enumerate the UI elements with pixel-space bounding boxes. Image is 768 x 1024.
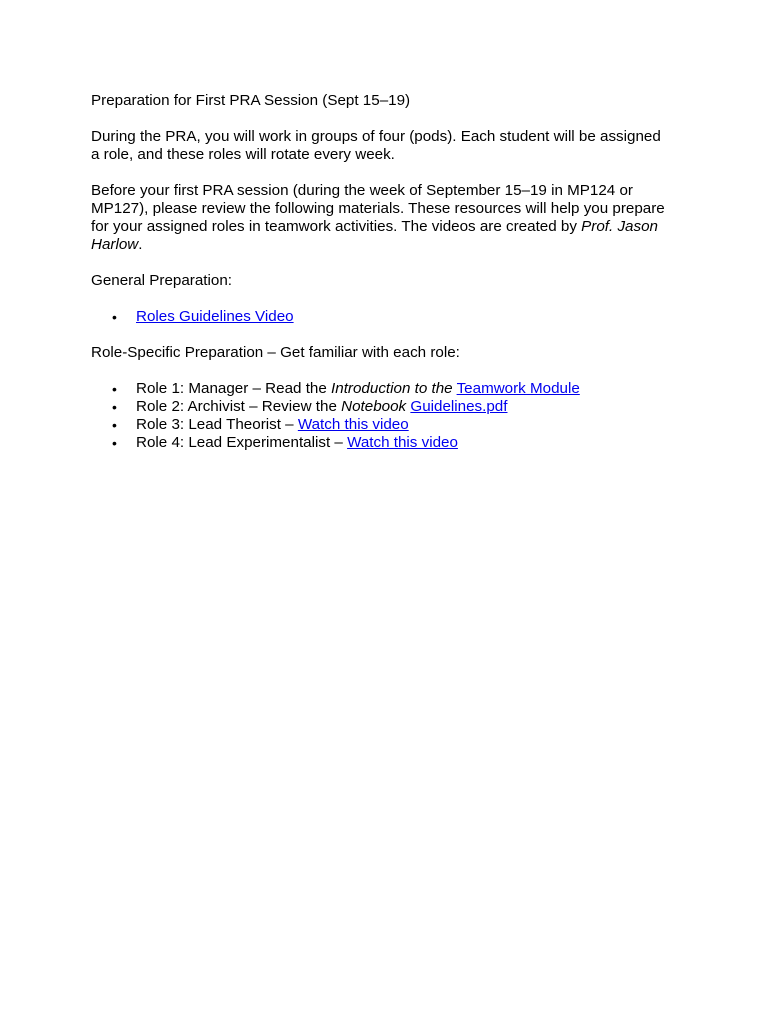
role-4-watch-video-link[interactable]: Watch this video	[347, 434, 458, 451]
before-session-paragraph	[91, 182, 671, 254]
general-preparation-heading: General Preparation:	[91, 272, 232, 289]
before-session-text: Before your first PRA session (during the week of September 15–19 in MP124 or MP127), please review the following materials. These resources will help you prepare for your assigned roles in teamwork activities. The videos are created by	[91, 182, 665, 235]
general-preparation-list	[91, 308, 671, 326]
document-title: Preparation for First PRA Session (Sept 15–19)	[91, 92, 411, 109]
bullet-icon: •	[112, 417, 117, 433]
list-item-role-2	[91, 398, 671, 416]
role-4-text: Role 4: Lead Experimentalist –	[136, 434, 348, 451]
list-item-role-4	[91, 434, 671, 452]
role-specific-list	[91, 380, 671, 452]
role-3-watch-video-link[interactable]: Watch this video	[297, 416, 409, 433]
guidelines-pdf-link[interactable]: Guidelines.pdf	[410, 398, 508, 415]
bullet-icon: •	[112, 399, 117, 415]
teamwork-module-link[interactable]: Teamwork Module	[456, 380, 580, 397]
list-item-role-1	[91, 380, 671, 398]
role-1-italic: Introduction to the	[331, 380, 453, 397]
role-3-text: Role 3: Lead Theorist –	[136, 416, 298, 433]
before-session-end: .	[138, 236, 143, 253]
role-specific-heading: Role-Specific Preparation – Get familiar with each role:	[91, 344, 460, 361]
role-2-text: Role 2: Archivist – Review the	[136, 398, 342, 415]
role-2-italic: Notebook	[341, 398, 407, 415]
role-1-text: Role 1: Manager – Read the	[136, 380, 332, 397]
bullet-icon: •	[112, 309, 117, 325]
list-item	[91, 308, 671, 326]
roles-guidelines-video-link[interactable]: Roles Guidelines Video	[136, 308, 294, 325]
bullet-icon: •	[112, 435, 117, 451]
author-name: Prof. Jason Harlow	[91, 218, 658, 253]
intro-paragraph: During the PRA, you will work in groups of four (pods). Each student will be assigned a role, and these roles will rotate every week.	[91, 128, 661, 163]
document-page	[91, 92, 671, 452]
list-item-role-3	[91, 416, 671, 434]
bullet-icon: •	[112, 381, 117, 397]
